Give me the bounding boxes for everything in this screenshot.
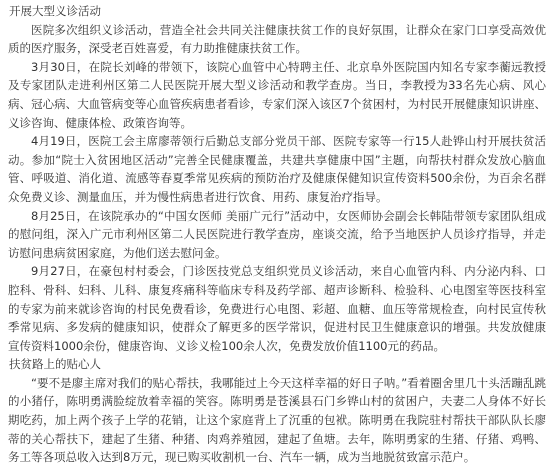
paragraph: “要不是廖主席对我们的贴心帮扶，我哪能过上今天这样幸福的好日子呐。”看着圈舍里几十头活蹦乱跳的小猪仔，陈明勇满脸绽放着幸福的笑容。陈明勇是苍溪县石门乡铧山村的贫困户，夫妻二人身体不好长期吃药，加上两个孩子上学的花销，让这个家庭背上了沉重的包袱。陈明勇在我院驻村帮扶干部队队长廖蒂的关心帮扶下，建起了生猪、种猪、肉鸡养殖园，建起了鱼塘。去年，陈明勇家的生猪、仔猪、鸡鸭、务工等各项总收入达到8万元，现已购买收割机一台、汽车一辆，成为当地脱贫致富示范户。 bbox=[8, 375, 546, 465]
paragraph: 8月25日，在该院承办的“中国女医师 美丽广元行”活动中，女医师协会副会长韩陆带领专家团队组成的慰问组，深入广元市利州区第二人民医院进行教学查房，座谈交流，给予当地医护人员诊疗指导，并走访慰问患病贫困家庭，为他们送去慰问金。 bbox=[8, 208, 546, 260]
paragraph: 9月27日，在豪包村村委会，门诊医技党总支组织党员义诊活动，来自心血管内科、内分泌内科、口腔科、骨科、妇科、儿科、康复疼痛科等临床专科及药学部、超声诊断科、检验科、心电图室等医技科室的专家为前来就诊咨询的村民免费看诊，免费进行心电图、彩超、血糖、血压等常规检查，向村民宣传秋季常见病、多发病的健康知识，使群众了解更多的医学常识，促进村民卫生健康意识的增强。共发放健康宣传资料1000余份，健康咨询、义诊义检100余人次，免费发放价值1100元的药品。 bbox=[8, 264, 546, 353]
paragraph: 3月30日，在院长刘峰的带领下，该院心血管中心特聘主任、北京阜外医院国内知名专家李蘅远教授及专家团队走进利州区第二人民医院开展大型义诊活动和教学查房。当日，李教授为33名先心病、风心病、冠心病、大血管病变等心血管疾病患者看诊，专家们深入该区7个贫困村，为村民开展健康知识讲座、义诊咨询、健康体检、政策咨询等。 bbox=[8, 59, 546, 130]
paragraph: 医院多次组织义诊活动，营造全社会共同关注健康扶贫工作的良好氛围，让群众在家门口享受高效优质的医疗服务，深受老百姓喜爱，有力助推健康扶贫工作。 bbox=[8, 22, 546, 56]
paragraph: 4月19日，医院工会主席廖蒂领行后勤总支部分党员干部、医院专家等一行15人赴铧山村开展扶贫活动。参加“院士入贫困地区活动”完善全民健康覆盖，共建共享健康中国”主题，向帮扶村群众发放心脑血管、呼吸道、消化道、流感等春夏季常见疾病的预防治疗及健康保健知识宣传资料500余份，为百余名群众免费义诊、测量血压，并为慢性病患者进行饮食、用药、康复治疗指导。 bbox=[8, 134, 546, 204]
section-heading: 开展大型义诊活动 bbox=[9, 4, 101, 18]
section-heading: 扶贫路上的贴心人 bbox=[9, 357, 101, 372]
